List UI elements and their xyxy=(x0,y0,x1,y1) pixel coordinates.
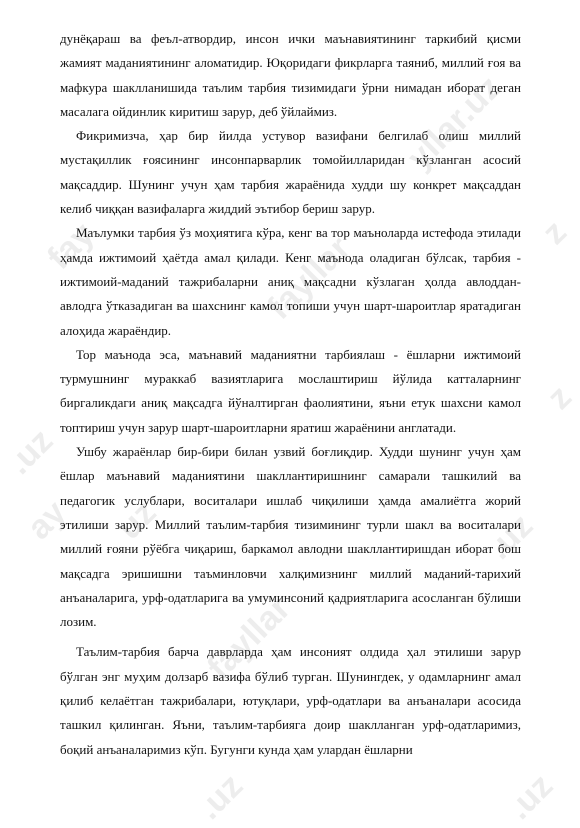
paragraph: дунёқараш ва феъл-атвордир, инсон ички маънавиятининг таркибий қисми жамият маданиятининг аломатидир. Юқоридаги фикрларга таяниб, миллий ғоя ва мафкура шаклланишида таълим тарбия тизимидаги ўрни нимадан иборат деган масалага ойдинлик киритиш зарур, деб ўйлаймиз. xyxy=(60,31,521,119)
paragraph: Тор маънода эса, маънавий маданиятни тарбиялаш - ёшларни ижтимоий турмушнинг мураккаб вазиятларига мослаштириш йўлида катталарнинг биргаликдаги аниқ мақсадга йўналтирган фаолиятини, яъни етук шахсни камол топтириш учун зарур шарт-шароитларни яратиш жараёнини англатади. xyxy=(60,346,521,435)
watermark: .uz xyxy=(500,766,561,827)
watermark: uz xyxy=(110,493,164,547)
body-text xyxy=(60,27,521,762)
watermark: .uz xyxy=(190,766,251,827)
paragraph: Таълим-тарбия барча даврларда ҳам инсоният олдида ҳал этилиши зарур бўлган энг муҳим долзарб вазифа бўлиб турган. Шунингдек, у одамларнинг амал қилиб келаётган тажрибалари, ютуқлари, урф-одатлари ва анъаналари асосида ташкил қилинган. Яъни, таълим-тарбияга доир шаклланган урф-одатларимиз, боқий анъаналаримиз кўп. Бугунги кунда ҳам улардан ёшларни xyxy=(60,644,521,757)
paragraph: Фикримизча, ҳар бир йилда устувор вазифани белгилаб олиш миллий мустақиллик ғоясининг инсонпарварлик томойилларидан кўзланган асосий мақсаддир. Шунинг учун ҳам тарбия жараёнида худди шу конкрет мақсаддан келиб чиққан вазифаларга жиддий эътибор бериш зарур. xyxy=(60,128,521,217)
watermark: z xyxy=(540,377,579,417)
watermark: .uz xyxy=(480,506,541,567)
paragraph: Ушбу жараёнлар бир-бири билан узвий боғлиқдир. Худди шунинг учун ҳам ёшлар маънавий маданиятини шакллантиришнинг самарали ташкилий ва педагогик услублари, воситалари ишлаб чиқилиши ҳамда амалиётга жорий этилиши зарур. Миллий таълим-тарбия тизимининг турли шакл ва воситалари миллий ғояни рўёбга чиқариш, баркамол авлодни шакллантиришдан иборат бош мақсадга эришишни таъминловчи халқимизнинг миллий маданий-тарихий анъаналарига, урф-одатларига ва умуминсоний қадриятларига асосланган бўлиши лозим. xyxy=(60,444,521,630)
watermark: ay xyxy=(20,493,74,547)
watermark: .uz xyxy=(0,421,61,482)
watermark: fay xyxy=(40,215,102,277)
watermark: z xyxy=(535,212,574,252)
paragraph: Маълумки тарбия ўз моҳиятига кўра, кенг ва тор маъноларда истефода этилади ҳамда ижтимоий ҳаётда амал қилади. Кенг маънода оладиган бўлсак, тарбия - ижтимоий-маданий тажрибаларни аниқ мақсадни кўзлаган ҳолда авлоддан-авлодга ўтказадиган ва шахснинг камол топиши учун шарт-шароитлар яратадиган алоҳида жараёндир. xyxy=(60,225,521,338)
watermark: fayllar xyxy=(260,229,358,327)
watermark: yllar.uz xyxy=(400,68,509,177)
watermark: fayllar xyxy=(200,589,298,687)
